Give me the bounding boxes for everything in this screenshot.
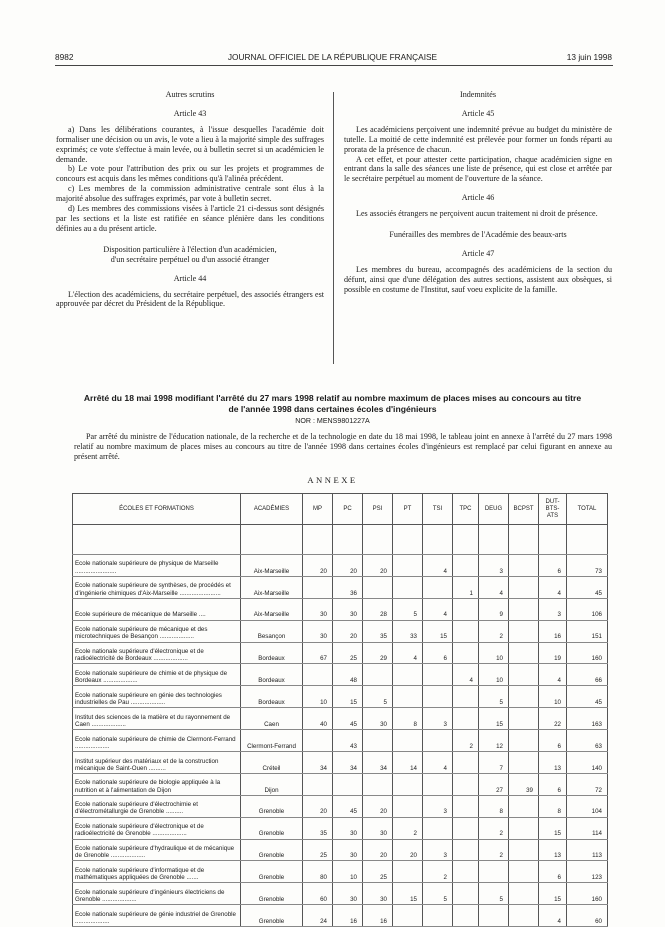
count-cell: 4 [423,555,453,577]
count-cell: 73 [567,555,608,577]
count-cell: 30 [303,620,333,642]
academy-cell: Besançon [241,620,303,642]
count-cell [393,773,423,795]
school-name-cell: Ecole nationale supérieure d'électronique et de radioélectricité de Bordeaux .................... [73,642,241,664]
count-cell: 5 [479,883,509,905]
article-46-title: Article 46 [461,193,495,203]
column-header: BCPST [509,494,539,525]
school-name-cell: Ecole nationale supérieure d'ingénieurs électriciens de Grenoble .................... [73,883,241,905]
table-row [73,817,608,839]
column-header: PSI [363,494,393,525]
count-cell: 28 [363,598,393,620]
school-name-cell: Ecole nationale supérieure de physique de Marseille ........................ [73,555,241,577]
school-name-cell: Ecole nationale supérieure de chimie de Clermont-Ferrand .................... [73,730,241,752]
academy-cell: Caen [241,708,303,730]
academy-cell: Grenoble [241,883,303,905]
article-43-paragraph-c: c) Les membres de la commission administrative centrale sont élus à la majorité absolue des suffrages exprimés, par vote à bulletin secret. [56,184,324,204]
count-cell [363,730,393,752]
count-cell: 10 [539,686,567,708]
count-cell [509,664,539,686]
table-body [73,525,608,927]
count-cell [303,773,333,795]
count-cell [423,730,453,752]
count-cell: 2 [479,620,509,642]
count-cell: 4 [423,598,453,620]
arrete-paragraph: Par arrêté du ministre de l'éducation nationale, de la recherche et de la technologie en date du 18 mai 1998, le tableau joint en annexe à l'arrêté du 27 mars 1998 relatif au nombre maximum de places mises au concours au titre de l'année 1998 dans certaines écoles d'ingénieurs est remplacé par celui figurant en annexe au présent arrêté. [74,432,612,461]
count-cell: 6 [539,555,567,577]
article-45-title: Article 45 [461,108,495,118]
count-cell [363,664,393,686]
count-cell [303,576,333,598]
table-row [73,642,608,664]
count-cell: 3 [423,839,453,861]
article-43-paragraph-a: a) Dans les délibérations courantes, à l'issue desquelles l'académie doit formaliser une décision ou un avis, le vote a lieu à la majorité simple des suffrages exprimés; ce vote s'effectue à main levée, ou à bulletin secret si un académicien le demande. [56,124,324,164]
count-cell: 3 [479,555,509,577]
count-cell [509,620,539,642]
academy-cell: Aix-Marseille [241,576,303,598]
section-title-autres-scrutins: Autres scrutins [165,90,215,99]
count-cell [509,883,539,905]
academy-cell: Clermont-Ferrand [241,730,303,752]
table-spacer-row [73,525,608,555]
table-row [73,708,608,730]
school-name-cell: Ecole nationale supérieure de mécanique et des microtechniques de Besançon .................... [73,620,241,642]
column-header: PT [393,494,423,525]
page-number: 8982 [55,52,74,62]
count-cell: 163 [567,708,608,730]
count-cell: 6 [423,642,453,664]
count-cell [509,686,539,708]
article-45-paragraph-1: Les académiciens perçoivent une indemnité prévue au budget du ministère de tutelle. La moitié de cette indemnité est prélevée pour former un fonds réparti au prorata de la présence de chacun. [344,124,612,154]
count-cell: 15 [333,686,363,708]
count-cell [393,905,423,927]
count-cell: 15 [479,708,509,730]
count-cell: 114 [567,817,608,839]
table-row [73,839,608,861]
column-header: TSI [423,494,453,525]
nor-reference: NOR : MENS9801227A [295,417,370,425]
count-cell: 2 [393,817,423,839]
count-cell [453,861,479,883]
count-cell: 30 [333,839,363,861]
count-cell [423,664,453,686]
count-cell: 48 [333,664,363,686]
count-cell [453,620,479,642]
count-cell: 8 [539,795,567,817]
count-cell: 104 [567,795,608,817]
school-name-cell: Ecole supérieure de mécanique de Marseille .... [73,598,241,620]
count-cell: 13 [539,752,567,774]
count-cell: 45 [567,686,608,708]
article-45-paragraph-2: A cet effet, et pour attester cette participation, chaque académicien signe en entrant dans la salle des séances une liste de présence, qui est close et arrêtée par le secrétaire perpétuel au moment de l'ouverture de la séance. [344,154,612,184]
column-header: ÉCOLES ET FORMATIONS [73,494,241,525]
academy-cell: Bordeaux [241,642,303,664]
count-cell: 4 [453,664,479,686]
count-cell: 16 [539,620,567,642]
count-cell: 34 [303,752,333,774]
count-cell: 2 [479,839,509,861]
count-cell: 4 [539,576,567,598]
count-cell [423,686,453,708]
table-row [73,576,608,598]
table-row [73,861,608,883]
academy-cell: Bordeaux [241,664,303,686]
article-47-title: Article 47 [461,248,495,258]
count-cell: 6 [539,861,567,883]
article-44-text: L'élection des académiciens, du secrétaire perpétuel, des associés étrangers est approuvée par décret du Président de la République. [56,289,324,309]
count-cell: 123 [567,861,608,883]
count-cell [333,773,363,795]
table-row [73,795,608,817]
count-cell: 36 [333,576,363,598]
count-cell [303,730,333,752]
count-cell [393,730,423,752]
count-cell: 160 [567,642,608,664]
count-cell: 1 [453,576,479,598]
table-row [73,905,608,927]
count-cell [423,817,453,839]
count-cell: 72 [567,773,608,795]
column-header: PC [333,494,363,525]
school-name-cell: Institut supérieur des matériaux et de la construction mécanique de Saint-Ouen .......... [73,752,241,774]
count-cell: 30 [333,817,363,839]
count-cell [393,576,423,598]
school-name-cell: Institut des sciences de la matière et du rayonnement de Caen .................... [73,708,241,730]
table-row [73,598,608,620]
count-cell [509,905,539,927]
count-cell: 39 [509,773,539,795]
count-cell: 3 [423,708,453,730]
count-cell: 20 [303,555,333,577]
count-cell: 29 [363,642,393,664]
academy-cell: Créteil [241,752,303,774]
arrete-title: Arrêté du 18 mai 1998 modifiant l'arrêté du 27 mars 1998 relatif au nombre maximum de places mises au concours au titre de l'année 1998 dans certaines écoles d'ingénieurs [83,393,582,414]
table-row [73,620,608,642]
article-44-title: Article 44 [173,273,207,283]
school-name-cell: Ecole nationale supérieure d'informatique et de mathématiques appliquées de Grenoble ....... [73,861,241,883]
count-cell: 2 [423,861,453,883]
count-cell: 34 [363,752,393,774]
table-row [73,883,608,905]
count-cell: 66 [567,664,608,686]
count-cell: 22 [539,708,567,730]
left-column [56,90,324,309]
count-cell: 30 [363,817,393,839]
count-cell: 20 [303,795,333,817]
school-name-cell: Ecole nationale supérieure de biologie appliquée à la nutrition et à l'alimentation de Dijon [73,773,241,795]
count-cell: 6 [539,773,567,795]
column-header: ACADÉMIES [241,494,303,525]
count-cell: 15 [423,620,453,642]
count-cell [363,773,393,795]
count-cell [453,817,479,839]
count-cell: 5 [479,686,509,708]
count-cell [509,576,539,598]
count-cell: 16 [363,905,393,927]
count-cell [453,905,479,927]
count-cell: 40 [303,708,333,730]
count-cell: 20 [363,555,393,577]
count-cell: 19 [539,642,567,664]
count-cell: 15 [393,883,423,905]
count-cell [509,861,539,883]
table-row [73,686,608,708]
article-43-paragraph-d: d) Les membres des commissions visées à l'article 21 ci-dessus sont désignés par les sections et la liste est ratifiée en séance plénière dans les conditions définies au a du présent article. [56,204,324,233]
count-cell [453,686,479,708]
count-cell: 33 [393,620,423,642]
count-cell [453,883,479,905]
academy-cell: Aix-Marseille [241,555,303,577]
issue-date: 13 juin 1998 [566,52,612,62]
count-cell: 14 [393,752,423,774]
count-cell [393,664,423,686]
count-cell: 7 [479,752,509,774]
count-cell: 16 [333,905,363,927]
count-cell: 160 [567,883,608,905]
count-cell: 3 [539,598,567,620]
academy-cell: Dijon [241,773,303,795]
section-title-indemnites: Indemnités [460,90,496,99]
count-cell: 63 [567,730,608,752]
disposition-heading-line2: d'un secrétaire perpétuel ou d'un associé étranger [110,254,270,264]
article-43-title: Article 43 [173,108,207,118]
count-cell [509,795,539,817]
count-cell [453,708,479,730]
count-cell [393,555,423,577]
right-column [344,90,612,295]
count-cell [479,905,509,927]
academy-cell: Grenoble [241,905,303,927]
header-rule [55,65,613,66]
count-cell: 80 [303,861,333,883]
article-47-text: Les membres du bureau, accompagnés des académiciens de la section du défunt, ainsi que d'une délégation des autres sections, assistent aux obsèques, si possible en costume de l'Institut, sauf voeu explicite de la famille. [344,264,612,294]
academy-cell: Aix-Marseille [241,598,303,620]
count-cell [509,817,539,839]
table-row [73,773,608,795]
count-cell: 3 [423,795,453,817]
count-cell: 20 [333,620,363,642]
count-cell [509,839,539,861]
count-cell [453,773,479,795]
count-cell: 60 [303,883,333,905]
table-header-row [73,494,608,525]
school-name-cell: Ecole nationale supérieure de synthèses, de procédés et d'ingénierie chimiques d'Aix-Marseille ........................ [73,576,241,598]
column-divider [333,92,334,364]
school-name-cell: Ecole nationale supérieure d'hydraulique et de mécanique de Grenoble .................... [73,839,241,861]
count-cell: 10 [303,686,333,708]
column-header: DEUG [479,494,509,525]
count-cell: 5 [363,686,393,708]
count-cell [509,730,539,752]
count-cell: 10 [479,642,509,664]
count-cell: 2 [479,817,509,839]
count-cell [303,664,333,686]
article-46-text: Les associés étrangers ne perçoivent aucun traitement ni droit de présence. [356,209,598,219]
count-cell: 151 [567,620,608,642]
school-name-cell: Ecole nationale supérieure de génie industriel de Grenoble .................... [73,905,241,927]
count-cell: 30 [333,883,363,905]
count-cell: 20 [333,555,363,577]
count-cell: 10 [333,861,363,883]
count-cell [453,642,479,664]
count-cell: 35 [303,817,333,839]
count-cell: 12 [479,730,509,752]
count-cell [479,861,509,883]
count-cell [453,795,479,817]
count-cell: 5 [423,883,453,905]
count-cell: 25 [363,861,393,883]
count-cell [423,773,453,795]
count-cell: 5 [393,598,423,620]
annexe-title: ANNEXE [307,475,358,485]
column-header: TPC [453,494,479,525]
count-cell [453,598,479,620]
disposition-heading-line1: Disposition particulière à l'élection d'un académicien, [103,244,277,254]
academy-cell: Grenoble [241,795,303,817]
count-cell: 2 [453,730,479,752]
count-cell: 45 [567,576,608,598]
count-cell [509,752,539,774]
count-cell [423,576,453,598]
count-cell: 25 [333,642,363,664]
count-cell [453,839,479,861]
count-cell [393,861,423,883]
count-cell: 15 [539,883,567,905]
count-cell: 30 [303,598,333,620]
academy-cell: Bordeaux [241,686,303,708]
academy-cell: Grenoble [241,817,303,839]
annexe-table [72,493,608,927]
count-cell [393,686,423,708]
count-cell: 4 [539,664,567,686]
count-cell: 25 [303,839,333,861]
table-row [73,730,608,752]
school-name-cell: Ecole nationale supérieure en génie des technologies industrielles de Pau .................... [73,686,241,708]
count-cell: 4 [479,576,509,598]
count-cell: 6 [539,730,567,752]
article-43-paragraph-b: b) Le vote pour l'attribution des prix ou sur les projets et programmes de concours est acquis dans les mêmes conditions qu'à l'alinéa précédent. [56,164,324,184]
count-cell: 20 [363,795,393,817]
count-cell: 30 [363,883,393,905]
count-cell: 15 [539,817,567,839]
count-cell: 35 [363,620,393,642]
count-cell: 20 [393,839,423,861]
column-header: TOTAL [567,494,608,525]
count-cell: 9 [479,598,509,620]
count-cell: 10 [479,664,509,686]
school-name-cell: Ecole nationale supérieure de chimie et de physique de Bordeaux .................... [73,664,241,686]
journal-title: JOURNAL OFFICIEL DE LA RÉPUBLIQUE FRANÇAISE [227,52,438,62]
count-cell: 60 [567,905,608,927]
count-cell: 30 [363,708,393,730]
table-row [73,752,608,774]
table-row [73,664,608,686]
count-cell: 4 [539,905,567,927]
count-cell: 43 [333,730,363,752]
section-title-funerailles: Funérailles des membres de l'Académie des beaux-arts [389,230,567,240]
table-row [73,555,608,577]
count-cell: 4 [423,752,453,774]
count-cell: 67 [303,642,333,664]
count-cell: 106 [567,598,608,620]
count-cell: 4 [393,642,423,664]
count-cell [363,576,393,598]
count-cell [509,598,539,620]
count-cell: 45 [333,795,363,817]
column-header: MP [303,494,333,525]
count-cell: 113 [567,839,608,861]
count-cell: 45 [333,708,363,730]
count-cell [423,905,453,927]
academy-cell: Grenoble [241,861,303,883]
count-cell: 20 [363,839,393,861]
count-cell: 30 [333,598,363,620]
academy-cell: Grenoble [241,839,303,861]
count-cell: 140 [567,752,608,774]
count-cell: 24 [303,905,333,927]
count-cell [509,642,539,664]
count-cell: 13 [539,839,567,861]
column-header: DUT-BTS-ATS [539,494,567,525]
school-name-cell: Ecole nationale supérieure d'électrochimie et d'électrométallurgie de Grenoble .......... [73,795,241,817]
count-cell [509,555,539,577]
school-name-cell: Ecole nationale supérieure d'électronique et de radioélectricité de Grenoble .................... [73,817,241,839]
count-cell: 27 [479,773,509,795]
count-cell [509,708,539,730]
count-cell [453,555,479,577]
count-cell [453,752,479,774]
count-cell [393,795,423,817]
count-cell: 8 [393,708,423,730]
count-cell: 34 [333,752,363,774]
count-cell: 8 [479,795,509,817]
